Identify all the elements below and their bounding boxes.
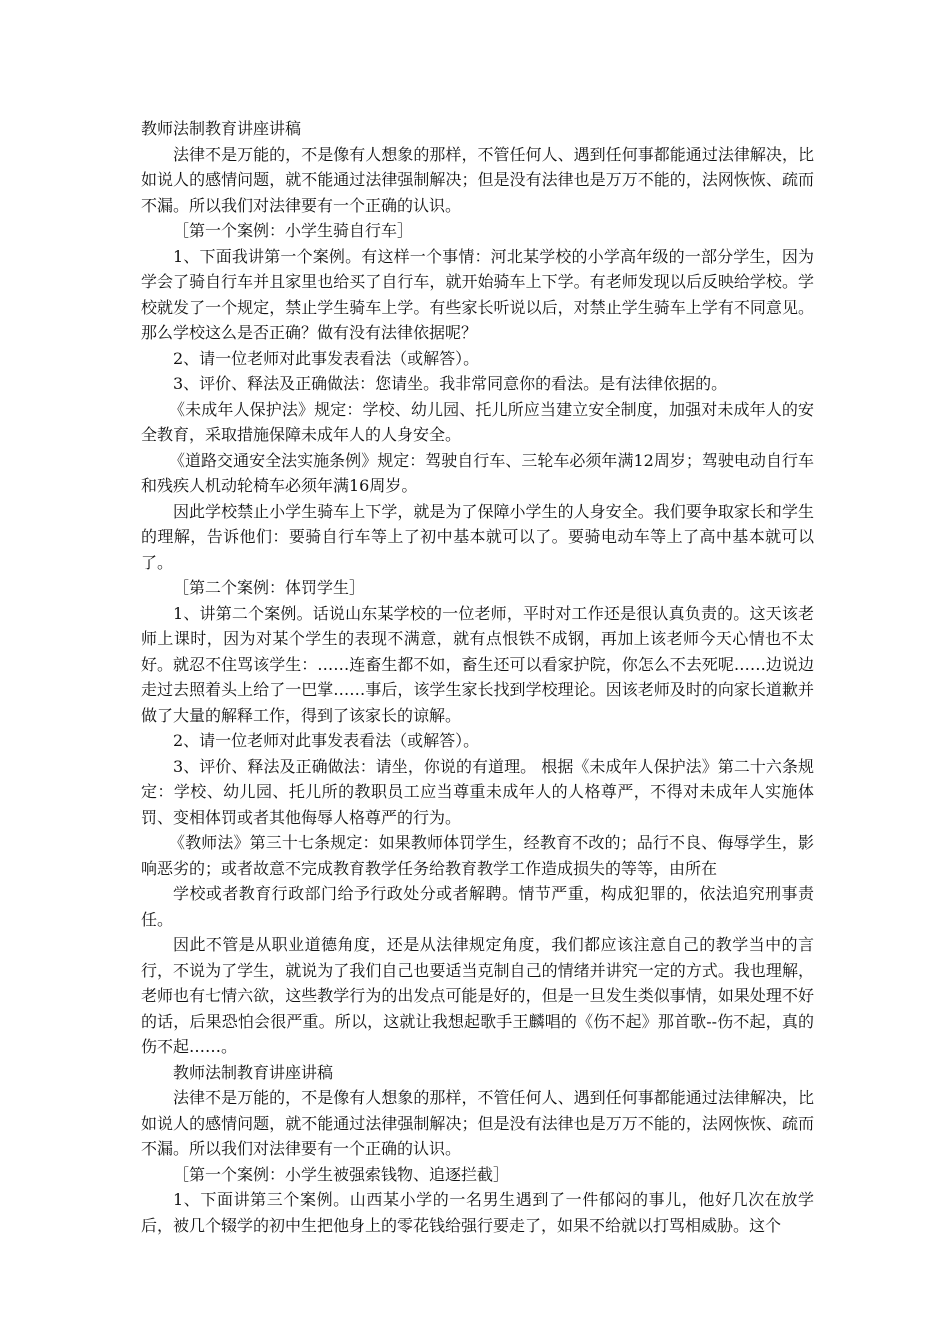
case-heading: ［第一个案例：小学生被强索钱物、追逐拦截］ (173, 1164, 510, 1184)
paragraph: 法律不是万能的，不是像有人想象的那样，不管任何人、遇到任何事都能通过法律解决，比如说人的感情问题，就不能通过法律强制解决；但是没有法律也是万万不能的，法网恢恢、疏而不漏。所以我们对法律要有一个正确的认识。 (141, 144, 814, 215)
paragraph: 3、评价、释法及正确做法：请坐，你说的有道理。 根据《未成年人保护法》第二十六条规定：学校、幼儿园、托儿所的教职员工应当尊重未成年人的人格尊严，不得对未成年人实施体罚、变相体罚或者其他侮辱人格尊严的行为。 (141, 756, 814, 827)
paragraph: 2、请一位老师对此事发表看法（或解答）。 (173, 348, 480, 368)
paragraph: 1、讲第二个案例。话说山东某学校的一位老师，平时对工作还是很认真负责的。这天该老师上课时，因为对某个学生的表现不满意，就有点恨铁不成钢，再加上该老师今天心情也不太好。就忍不住骂该学生：……连畜生都不如，畜生还可以看家护院，你怎么不去死呢……边说边走过去照着头上给了一巴掌……事后，该学生家长找到学校理论。因该老师及时的向家长道歉并做了大量的解释工作，得到了该家长的谅解。 (141, 603, 814, 725)
document-title: 教师法制教育讲座讲稿 (141, 119, 302, 138)
case-heading: ［第一个案例：小学生骑自行车］ (173, 221, 414, 240)
paragraph: 2、请一位老师对此事发表看法（或解答）。 (173, 731, 480, 750)
law-quote: 《教师法》第三十七条规定：如果教师体罚学生，经教育不改的；品行不良、侮辱学生，影响恶劣的；或者故意不完成教育教学任务给教育教学工作造成损失的等等，由所在 (141, 833, 814, 878)
case-heading: ［第二个案例：体罚学生］ (173, 578, 366, 597)
paragraph: 法律不是万能的，不是像有人想象的那样，不管任何人、遇到任何事都能通过法律解决，比如说人的感情问题，就不能通过法律强制解决；但是没有法律也是万万不能的，法网恢恢、疏而不漏。所以我们对法律要有一个正确的认识。 (141, 1088, 814, 1158)
document-page (141, 116, 814, 1238)
law-quote: 《道路交通安全法实施条例》规定：驾驶自行车、三轮车必须年满12周岁；驾驶电动自行车和残疾人机动轮椅车必须年满16周岁。 (141, 450, 814, 495)
paragraph: 3、评价、释法及正确做法：您请坐。我非常同意你的看法。是有法律依据的。 (173, 374, 728, 393)
paragraph: 1、下面讲第三个案例。山西某小学的一名男生遇到了一件郁闷的事儿，他好几次在放学后，被几个辍学的初中生把他身上的零花钱给强行要走了，如果不给就以打骂相威胁。这个 (141, 1190, 814, 1235)
law-quote: 《未成年人保护法》规定：学校、幼儿园、托儿所应当建立安全制度，加强对未成年人的安全教育，采取措施保障未成年人的人身安全。 (141, 399, 814, 444)
paragraph: 因此不管是从职业道德角度，还是从法律规定角度，我们都应该注意自己的教学当中的言行，不说为了学生，就说为了我们自己也要适当克制自己的情绪并讲究一定的方式。我也理解，老师也有七情六欲，这些教学行为的出发点可能是好的，但是一旦发生类似事情，如果处理不好的话，后果恐怕会很严重。所以，这就让我想起歌手王麟唱的《伤不起》那首歌--伤不起，真的伤不起……。 (141, 935, 814, 1056)
repeated-title: 教师法制教育讲座讲稿 (173, 1062, 334, 1082)
paragraph: 学校或者教育行政部门给予行政处分或者解聘。情节严重，构成犯罪的，依法追究刑事责任。 (141, 884, 814, 929)
paragraph: 因此学校禁止小学生骑车上下学，就是为了保障小学生的人身安全。我们要争取家长和学生的理解，告诉他们：要骑自行车等上了初中基本就可以了。要骑电动车等上了高中基本就可以了。 (141, 501, 814, 572)
paragraph: 1、下面我讲第一个案例。有这样一个事情：河北某学校的小学高年级的一部分学生，因为学会了骑自行车并且家里也给买了自行车，就开始骑车上下学。有老师发现以后反映给学校。学校就发了一个规定，禁止学生骑车上学。有些家长听说以后，对禁止学生骑车上学有不同意见。那么学校这么是否正确？做有没有法律依据呢？ (141, 246, 814, 342)
